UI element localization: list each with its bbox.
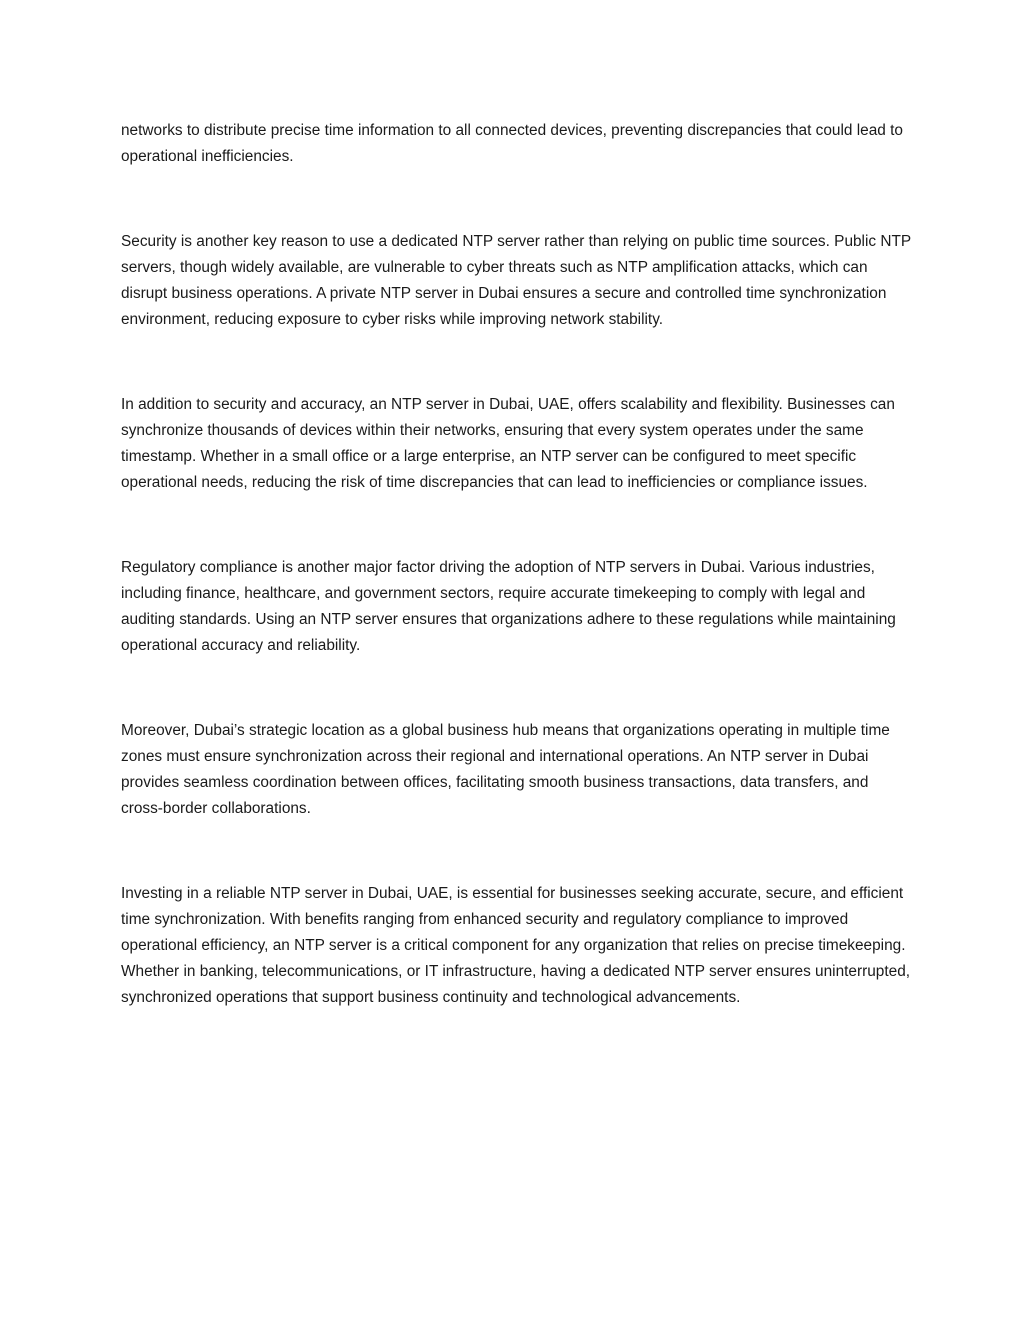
paragraph-security: Security is another key reason to use a dedicated NTP server rather than relying on public time sources. Public NTP servers, though widely available, are vulnerable to cyber threats such as NTP amplification attacks, which can disrupt business operations. A private NTP server in Dubai ensures a secure and controlled time synchronization environment, reducing exposure to cyber risks while improving network stability.: [121, 233, 911, 328]
document-body: [121, 118, 911, 1011]
paragraph-global-hub: Moreover, Dubai’s strategic location as a global business hub means that organizations operating in multiple time zones must ensure synchronization across their regional and international operations. An NTP server in Dubai provides seamless coordination between offices, facilitating smooth business transactions, data transfers, and cross-border collaborations.: [121, 722, 890, 817]
paragraph-conclusion: Investing in a reliable NTP server in Dubai, UAE, is essential for businesses seeking accurate, secure, and efficient time synchronization. With benefits ranging from enhanced security and regulatory compliance to improved operational efficiency, an NTP server is a critical component for any organization that relies on precise timekeeping. Whether in banking, telecommunications, or IT infrastructure, having a dedicated NTP server ensures uninterrupted, synchronized operations that support business continuity and technological advancements.: [121, 885, 911, 1006]
paragraph-scalability: In addition to security and accuracy, an NTP server in Dubai, UAE, offers scalability and flexibility. Businesses can synchronize thousands of devices within their networks, ensuring that every system operates under the same timestamp. Whether in a small office or a large enterprise, an NTP server can be configured to meet specific operational needs, reducing the risk of time discrepancies that can lead to inefficiencies or compliance issues.: [121, 396, 895, 491]
paragraph-regulatory-compliance: Regulatory compliance is another major factor driving the adoption of NTP servers in Dubai. Various industries, including finance, healthcare, and government sectors, require accurate timekeeping to comply with legal and auditing standards. Using an NTP server ensures that organizations adhere to these regulations while maintaining operational accuracy and reliability.: [121, 559, 896, 654]
paragraph-network-distribution: networks to distribute precise time information to all connected devices, preventing discrepancies that could lead to operational inefficiencies.: [121, 122, 903, 165]
